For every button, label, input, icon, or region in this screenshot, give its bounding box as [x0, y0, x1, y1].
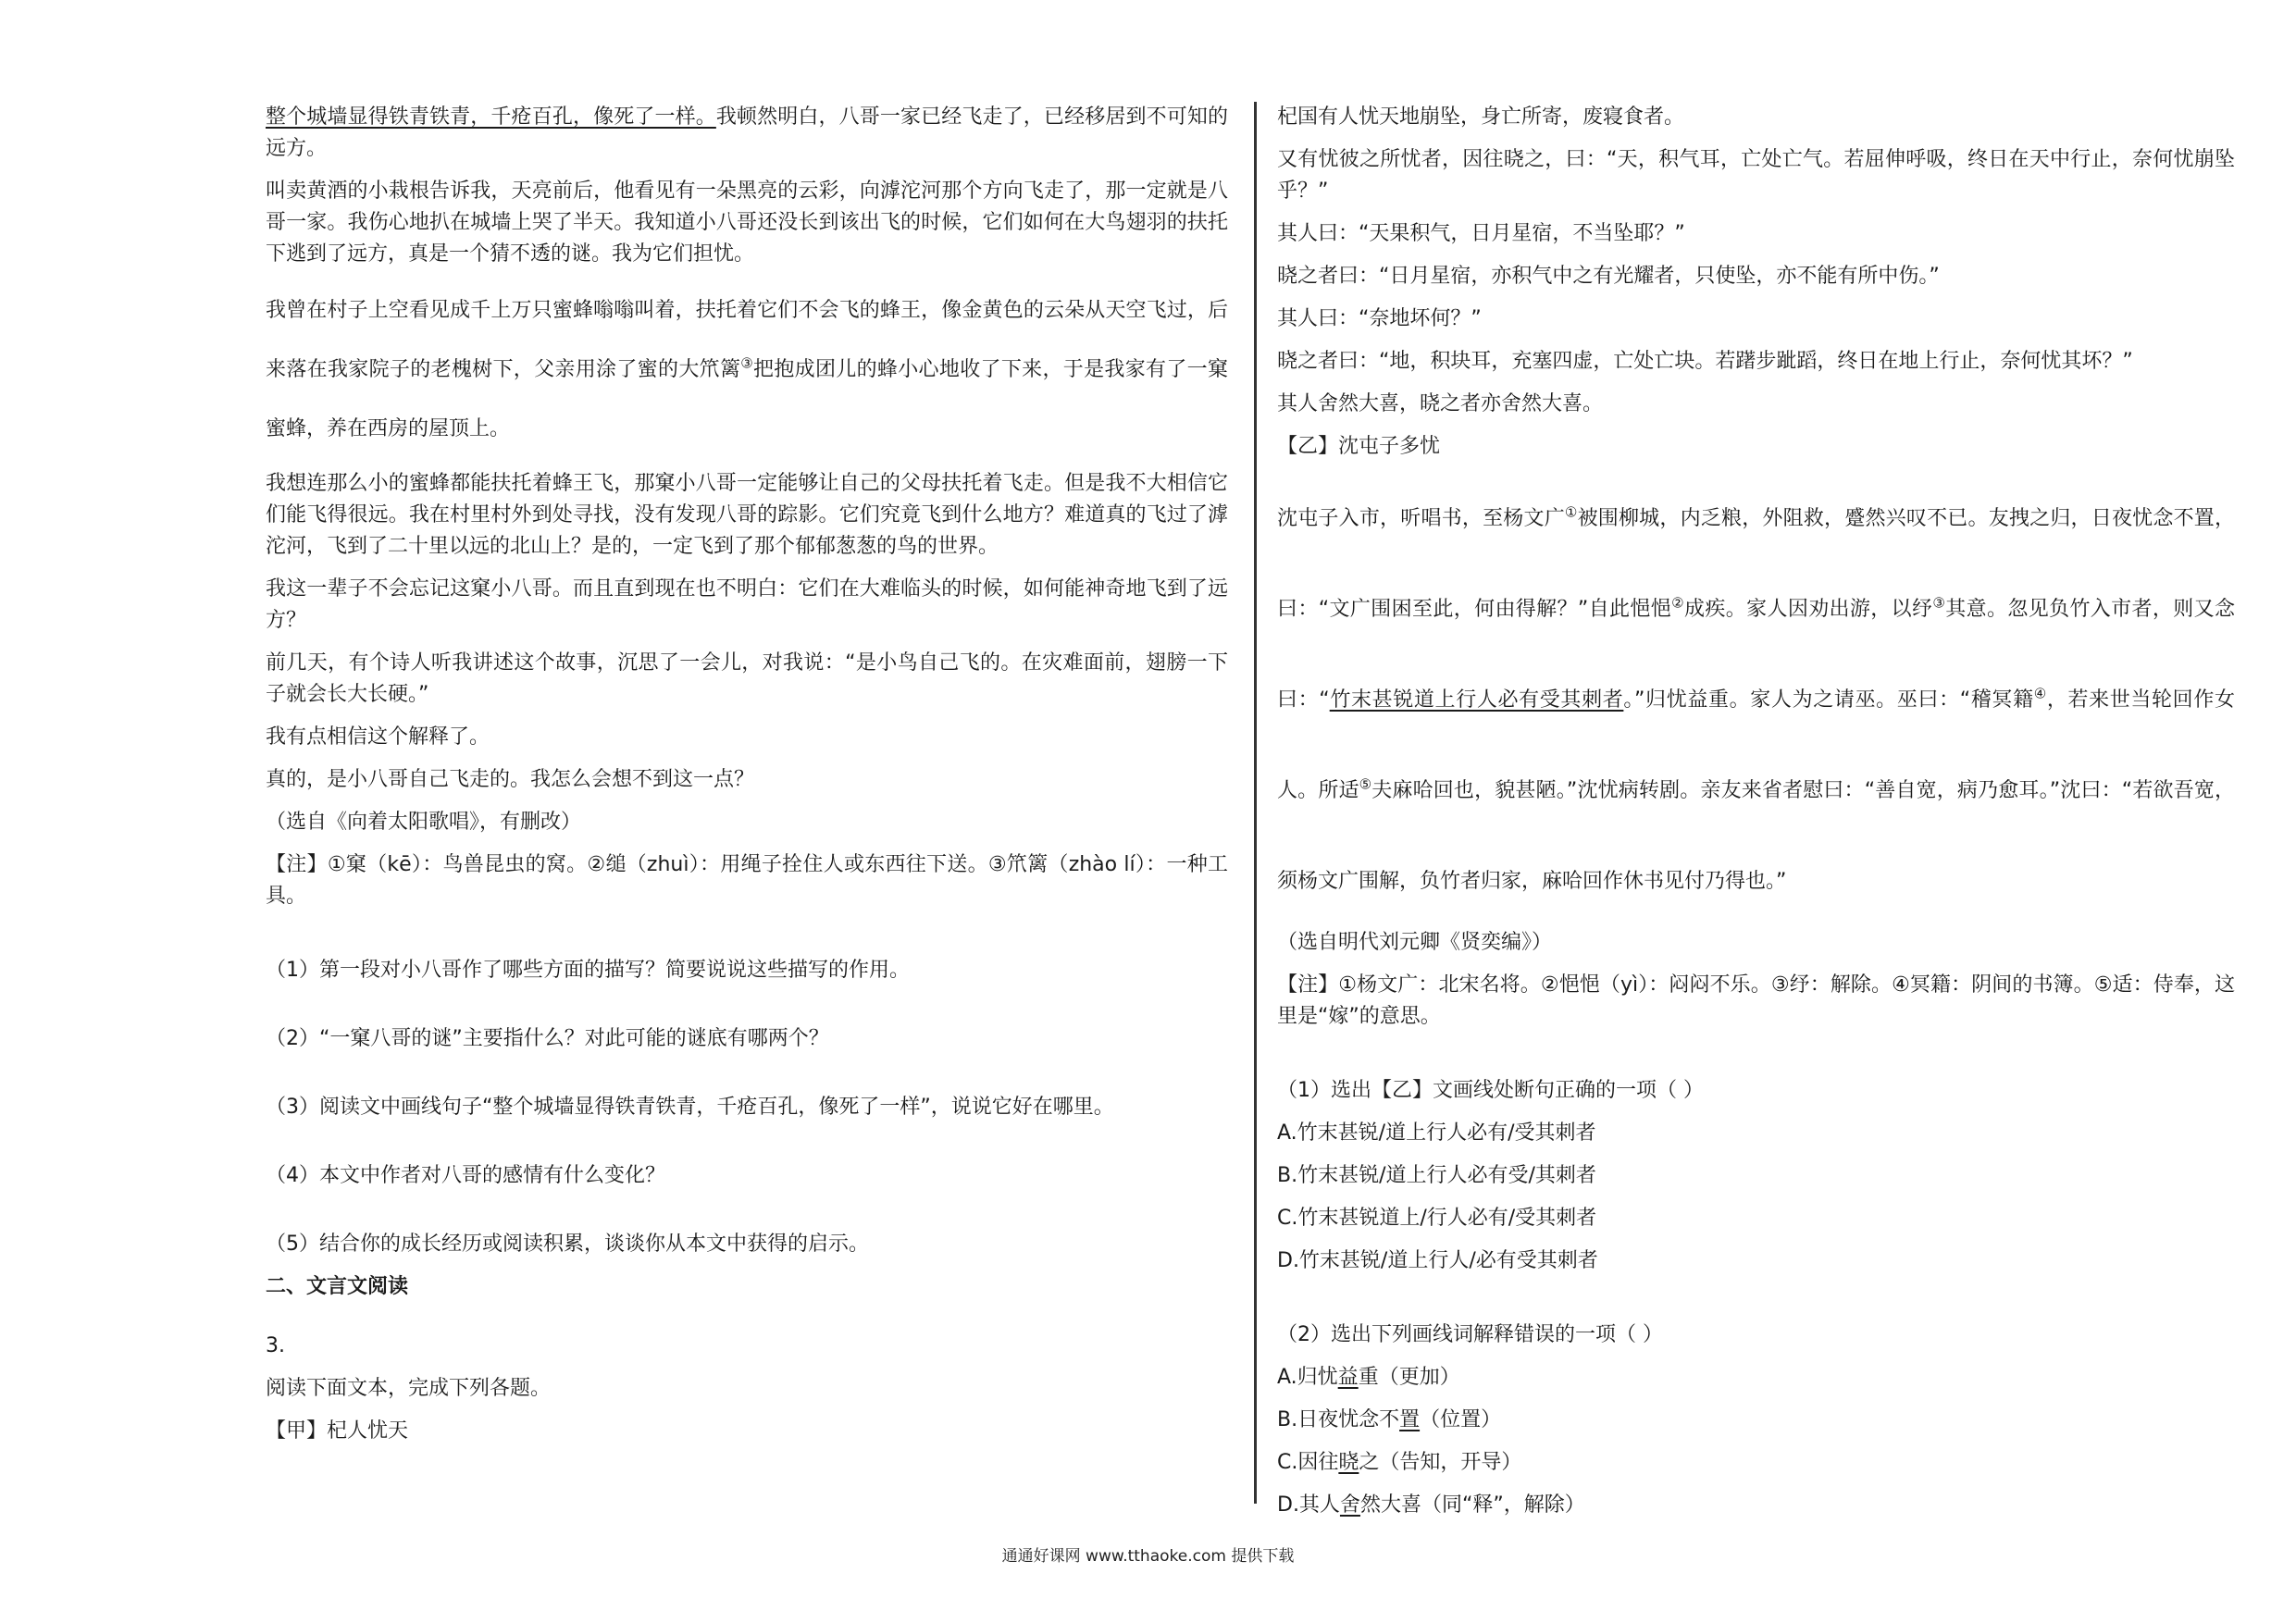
left-column [266, 102, 1228, 1458]
note-mark-3: ③ [740, 354, 754, 372]
note-mark-1: ① [1564, 503, 1578, 521]
jia-line-5: 其人曰：“奈地坏何？” [1277, 307, 1482, 330]
yi-e: 。”归忧益重。家人为之请巫。巫曰：“稽冥籍 [1623, 688, 2034, 712]
instruction: 阅读下面文本，完成下列各题。 [266, 1377, 552, 1400]
paragraph-3-a: 我曾在村子上空看见成千上万只蜜蜂嗡嗡叫着，扶托着它们不会飞的蜂王，像金黄色的云朵从天空飞过，后来落在我家院子的老槐树下，父亲用涂了蜜的大笊篱 [266, 299, 1228, 381]
jia-line-3: 其人曰：“天果积气，日月星宿，不当坠耶？” [1277, 222, 1685, 245]
mcq-2-option-d [1277, 1490, 2235, 1521]
note-mark-2: ② [1671, 594, 1684, 612]
yi-b: 被围柳城，内乏粮，外阻救，蹙然兴叹不已。友拽之归，日夜忧念不置，曰：“文广围困至此，何由得解？”自此悒悒 [1277, 507, 2235, 621]
page-footer: 通通好课网 www.tthaoke.com 提供下载 [1001, 1547, 1295, 1566]
yi-a: 沈屯子入市，听唱书，至杨文广 [1277, 507, 1565, 530]
option-text: 之（告知，开导） [1359, 1451, 1522, 1474]
annotation-note: 【注】①窠（kē）：鸟兽昆虫的窝。②缒（zhuì）：用绳子拴住人或东西往下送。③笊篱（zhào lí）：一种工具。 [266, 853, 1228, 908]
mcq-2-stem: （2）选出下列画线词解释错误的一项（ ） [1277, 1323, 1663, 1346]
mcq-1-option-c: C.竹末甚锐道上/行人必有/受其刺者 [1277, 1207, 1597, 1230]
paragraph-1 [266, 102, 1228, 165]
option-text: C.因往 [1277, 1451, 1339, 1474]
underlined-word: 益 [1337, 1366, 1359, 1389]
mcq-1-option-b: B.竹末甚锐/道上行人必有受/其刺者 [1277, 1164, 1596, 1187]
note-mark-4: ④ [2033, 685, 2047, 702]
paragraph-3 [266, 281, 1228, 459]
section-heading: 二、文言文阅读 [266, 1275, 409, 1298]
note-mark-5: ⑤ [1359, 775, 1372, 793]
paragraph-3-b: 把抱成团儿的蜂小心地收了下来，于是我家有了一窠蜜蜂，养在西房的屋顶上。 [266, 358, 1228, 440]
yi-c: 成疾。家人因劝出游，以纾 [1683, 598, 1933, 621]
option-text: （位置） [1420, 1408, 1502, 1431]
mcq-1-option-a: A.竹末甚锐/道上行人必有/受其刺者 [1277, 1121, 1596, 1145]
option-text: A.归忧 [1277, 1366, 1338, 1389]
source-line-yi: （选自明代刘元卿《贤奕编》） [1277, 931, 1553, 954]
paragraph-6: 前几天，有个诗人听我讲述这个故事，沉思了一会儿，对我说：“是小鸟自己飞的。在灾难面前，翅膀一下子就会长大长硬。” [266, 651, 1228, 706]
yi-g: 夫麻哈回也，貌甚陋。”沈忧病转剧。亲友来省者慰曰：“善自宽，病乃愈耳。”沈曰：“若欲吾宽，须杨文广围解，负竹者归家，麻哈回作休书见付乃得也。” [1277, 779, 2235, 893]
jia-line-6: 晓之者曰：“地，积块耳，充塞四虚，亡处亡块。若躇步跐蹈，终日在地上行止，奈何忧其坏？” [1277, 350, 2133, 373]
passage-yi-title: 【乙】沈屯子多忧 [1277, 435, 1441, 458]
yi-f: ，若来世当轮回作女人。所适 [1277, 688, 2235, 802]
right-column [1277, 102, 2235, 1532]
paragraph-2: 叫卖黄酒的小栽根告诉我，天亮前后，他看见有一朵黑亮的云彩，向滹沱河那个方向飞走了，那一定就是八哥一家。我伤心地扒在城墙上哭了半天。我知道小八哥还没长到该出飞的时候，它们如何在大鸟翅羽的扶托下逃到了远方，真是一个猜不透的谜。我为它们担忧。 [266, 180, 1228, 266]
option-text: 然大喜（同“释”，解除） [1359, 1493, 1585, 1517]
question-1: （1）第一段对小八哥作了哪些方面的描写？简要说说这些描写的作用。 [266, 959, 910, 982]
option-text: 重（更加） [1358, 1366, 1460, 1389]
jia-line-7: 其人舍然大喜，晓之者亦舍然大喜。 [1277, 392, 1604, 415]
paragraph-4: 我想连那么小的蜜蜂都能扶托着蜂王飞，那窠小八哥一定能够让自己的父母扶托着飞走。但是我不大相信它们能飞得很远。我在村里村外到处寻找，没有发现八哥的踪影。它们究竟飞到什么地方？难道真的飞过了滹沱河，飞到了二十里以远的北山上？是的，一定飞到了那个郁郁葱葱的鸟的世界。 [266, 472, 1228, 558]
paragraph-8: 真的，是小八哥自己飞走的。我怎么会想不到这一点？ [266, 768, 755, 791]
question-number: 3. [266, 1334, 285, 1357]
underlined-word: 舍 [1339, 1493, 1360, 1517]
question-3: （3）阅读文中画线句子“整个城墙显得铁青铁青，千疮百孔，像死了一样”，说说它好在哪里。 [266, 1096, 1114, 1119]
passage-yi-body [1277, 474, 2235, 927]
paragraph-7: 我有点相信这个解释了。 [266, 725, 490, 749]
passage-jia-title: 【甲】杞人忧天 [266, 1419, 409, 1443]
paragraph-5: 我这一辈子不会忘记这窠小八哥。而且直到现在也不明白：它们在大难临头的时候，如何能神奇地飞到了远方？ [266, 577, 1228, 632]
underlined-word: 置 [1399, 1408, 1421, 1431]
option-text: D.其人 [1277, 1493, 1340, 1517]
question-5: （5）结合你的成长经历或阅读积累，谈谈你从本文中获得的启示。 [266, 1233, 869, 1256]
question-2: （2）“一窠八哥的谜”主要指什么？对此可能的谜底有哪两个？ [266, 1027, 829, 1050]
underlined-phrase: 竹末甚锐道上行人必有受其刺者 [1329, 688, 1624, 712]
mcq-2-option-a [1277, 1362, 2235, 1394]
question-4: （4）本文中作者对八哥的感情有什么变化？ [266, 1164, 665, 1187]
mcq-2-option-c [1277, 1447, 2235, 1479]
note-mark-3: ③ [1932, 594, 1946, 612]
jia-line-4: 晓之者曰：“日月星宿，亦积气中之有光耀者，只使坠，亦不能有所中伤。” [1277, 265, 1940, 288]
jia-line-1: 杞国有人忧天地崩坠，身亡所寄，废寝食者。 [1277, 105, 1685, 129]
paragraph-1-rest: 我顿然明白，八哥一家已经飞走了，已经移居到不可知的远方。 [266, 105, 1228, 160]
yi-d: 其意。忽见负竹入市者，则又念曰：“ [1277, 598, 2236, 712]
underlined-word: 晓 [1338, 1451, 1359, 1474]
jia-line-2: 又有忧彼之所忧者，因往晓之，曰：“天，积气耳，亡处亡气。若屈伸呼吸，终日在天中行止，奈何忧崩坠乎？” [1277, 148, 2235, 203]
option-text: B.日夜忧念不 [1277, 1408, 1400, 1431]
mcq-1-stem: （1）选出【乙】文画线处断句正确的一项（ ） [1277, 1079, 1704, 1102]
source-line: （选自《向着太阳歌唱》，有删改） [266, 811, 582, 834]
mcq-2-option-b [1277, 1405, 2235, 1436]
mcq-1-option-d: D.竹末甚锐/道上行人/必有受其刺者 [1277, 1249, 1598, 1272]
column-divider [1254, 102, 1257, 1504]
annotation-note-yi: 【注】①杨文广：北宋名将。②悒悒（yì）：闷闷不乐。③纾：解除。④冥籍：阴间的书簿。⑤适：侍奉，这里是“嫁”的意思。 [1277, 973, 2235, 1028]
underlined-sentence: 整个城墙显得铁青铁青，千疮百孔，像死了一样。 [266, 105, 716, 129]
